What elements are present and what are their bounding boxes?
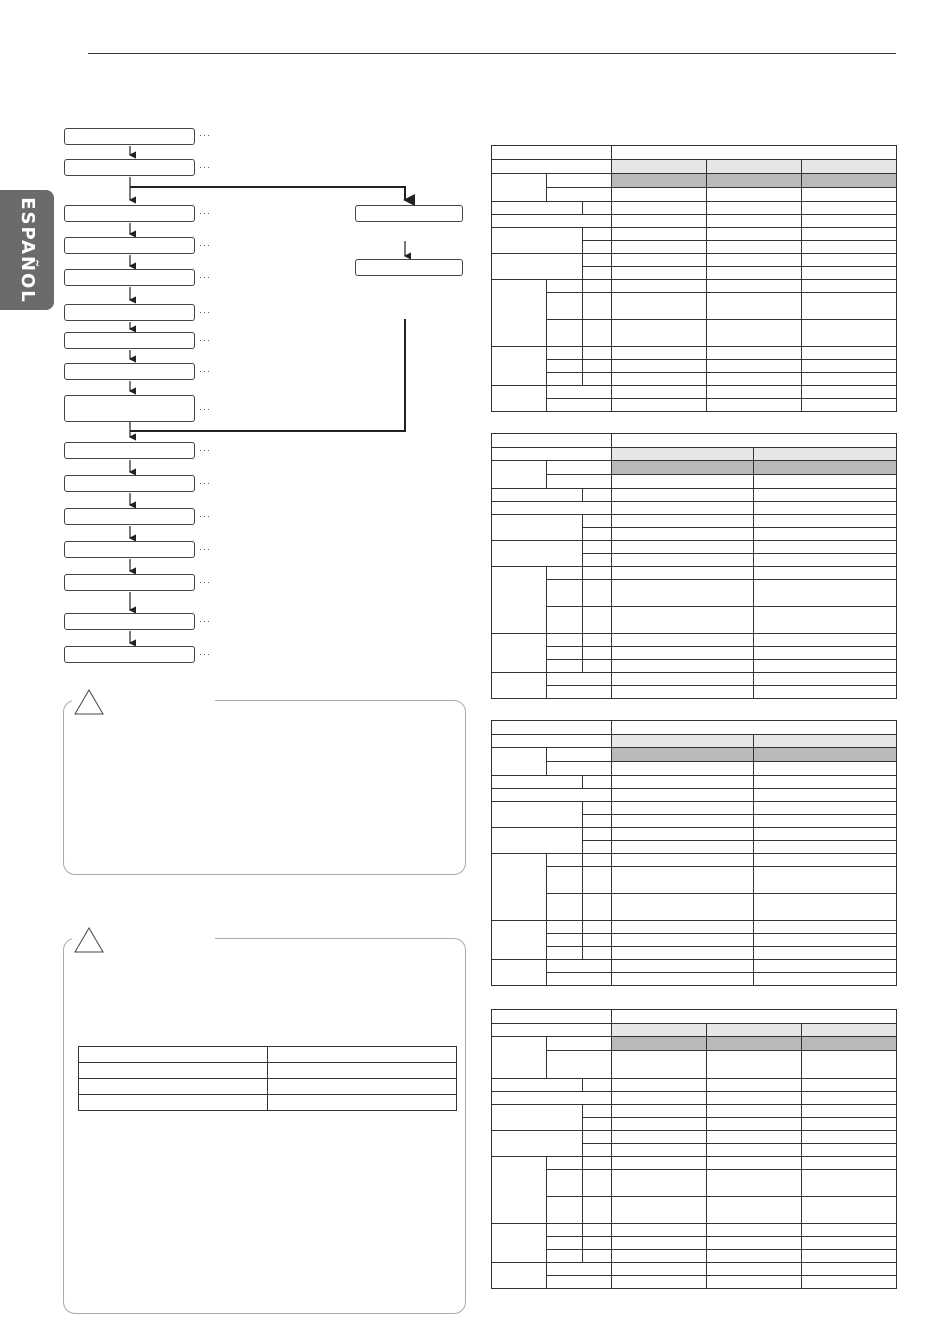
flow-step-9 [64, 395, 195, 422]
flow-step-10 [64, 442, 195, 459]
flow-dots-12: ··· [199, 511, 211, 521]
flow-dots-7: ··· [199, 335, 211, 345]
flow-step-12 [64, 508, 195, 525]
warning-triangle-icon [74, 927, 104, 953]
spec-table-3 [491, 720, 897, 986]
spec-table-4 [491, 1009, 897, 1289]
flow-step-15 [64, 613, 195, 630]
warning-note [63, 938, 466, 1314]
flow-step-11 [64, 475, 195, 492]
flow-step-4 [64, 237, 195, 254]
spec-table-2 [491, 433, 897, 699]
language-tab-label: ESPAÑOL [16, 196, 38, 304]
flow-dots-10: ··· [199, 445, 211, 455]
spec-table-1 [491, 145, 897, 412]
flow-dots-15: ··· [199, 616, 211, 626]
flow-step-8 [64, 363, 195, 380]
caution-note [63, 700, 466, 875]
flow-dots-1: ··· [199, 130, 211, 140]
flow-dots-14: ··· [199, 577, 211, 587]
flow-step-13 [64, 541, 195, 558]
flow-step-14 [64, 574, 195, 591]
flow-dots-13: ··· [199, 544, 211, 554]
flow-step-3 [64, 205, 195, 222]
flow-dots-3: ··· [199, 208, 211, 218]
flow-branch-step-2 [355, 259, 463, 276]
flow-dots-8: ··· [199, 366, 211, 376]
flow-step-2 [64, 159, 195, 176]
flow-dots-9: ··· [199, 404, 211, 414]
flow-step-16 [64, 646, 195, 663]
flow-dots-2: ··· [199, 162, 211, 172]
flow-step-1 [64, 128, 195, 145]
flow-dots-5: ··· [199, 272, 211, 282]
flow-step-7 [64, 332, 195, 349]
flow-dots-16: ··· [199, 649, 211, 659]
flow-step-6 [64, 304, 195, 321]
flow-dots-6: ··· [199, 307, 211, 317]
warning-triangle-icon [74, 689, 104, 715]
note-table [78, 1046, 457, 1111]
flow-step-5 [64, 269, 195, 286]
flow-branch-step-1 [355, 205, 463, 222]
flow-dots-11: ··· [199, 478, 211, 488]
flow-dots-4: ··· [199, 240, 211, 250]
